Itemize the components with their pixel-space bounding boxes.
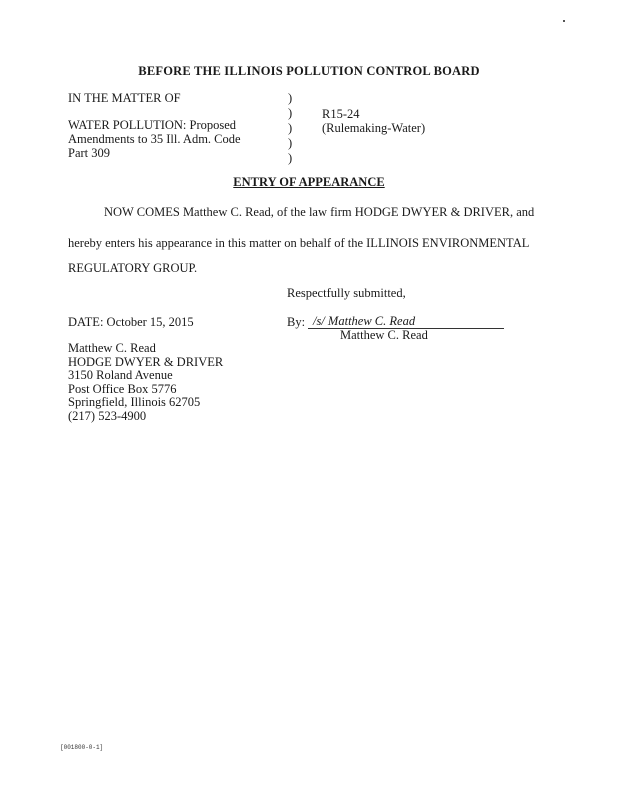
document-footer-id: [001800-0-1] (60, 744, 104, 751)
scan-mark (563, 20, 565, 22)
caption-line-5: Part 309 (68, 146, 111, 160)
caption-line-4: Amendments to 35 Ill. Adm. Code (68, 132, 241, 146)
paren-4: ) (288, 136, 293, 150)
address-line-5: Springfield, Illinois 62705 (68, 395, 201, 409)
case-number: R15-24 (322, 107, 360, 121)
address-line-3: 3150 Roland Avenue (68, 368, 173, 382)
caption-line-1: IN THE MATTER OF (68, 91, 181, 105)
body-line-3: REGULATORY GROUP. (68, 261, 198, 275)
case-type: (Rulemaking-Water) (322, 121, 426, 135)
paren-5: ) (288, 151, 293, 165)
paren-1: ) (288, 91, 293, 105)
signed-name: /s/ Matthew C. Read (313, 314, 416, 328)
date-line: DATE: October 15, 2015 (68, 315, 194, 329)
body-line-2: hereby enters his appearance in this matter on behalf of the ILLINOIS ENVIRONMENTAL (68, 236, 530, 250)
case-info (322, 107, 425, 135)
address-line-6: (217) 523-4900 (68, 408, 147, 423)
address-line-4: Post Office Box 5776 (68, 381, 177, 396)
closing-text: Respectfully submitted, (287, 286, 406, 300)
printed-name: Matthew C. Read (340, 328, 428, 342)
paren-3: ) (288, 121, 293, 135)
caption-line-3: WATER POLLUTION: Proposed (68, 118, 237, 132)
paren-2: ) (288, 106, 293, 120)
section-heading: ENTRY OF APPEARANCE (233, 175, 385, 189)
body-line-1: NOW COMES Matthew C. Read, of the law firm HODGE DWYER & DRIVER, and (104, 205, 535, 219)
address-line-1: Matthew C. Read (68, 341, 156, 355)
document-title: BEFORE THE ILLINOIS POLLUTION CONTROL BOARD (138, 64, 480, 78)
by-label: By: (287, 315, 306, 329)
address-block (68, 342, 223, 423)
caption-parentheses (288, 92, 292, 165)
address-line-2: HODGE DWYER & DRIVER (68, 354, 224, 369)
